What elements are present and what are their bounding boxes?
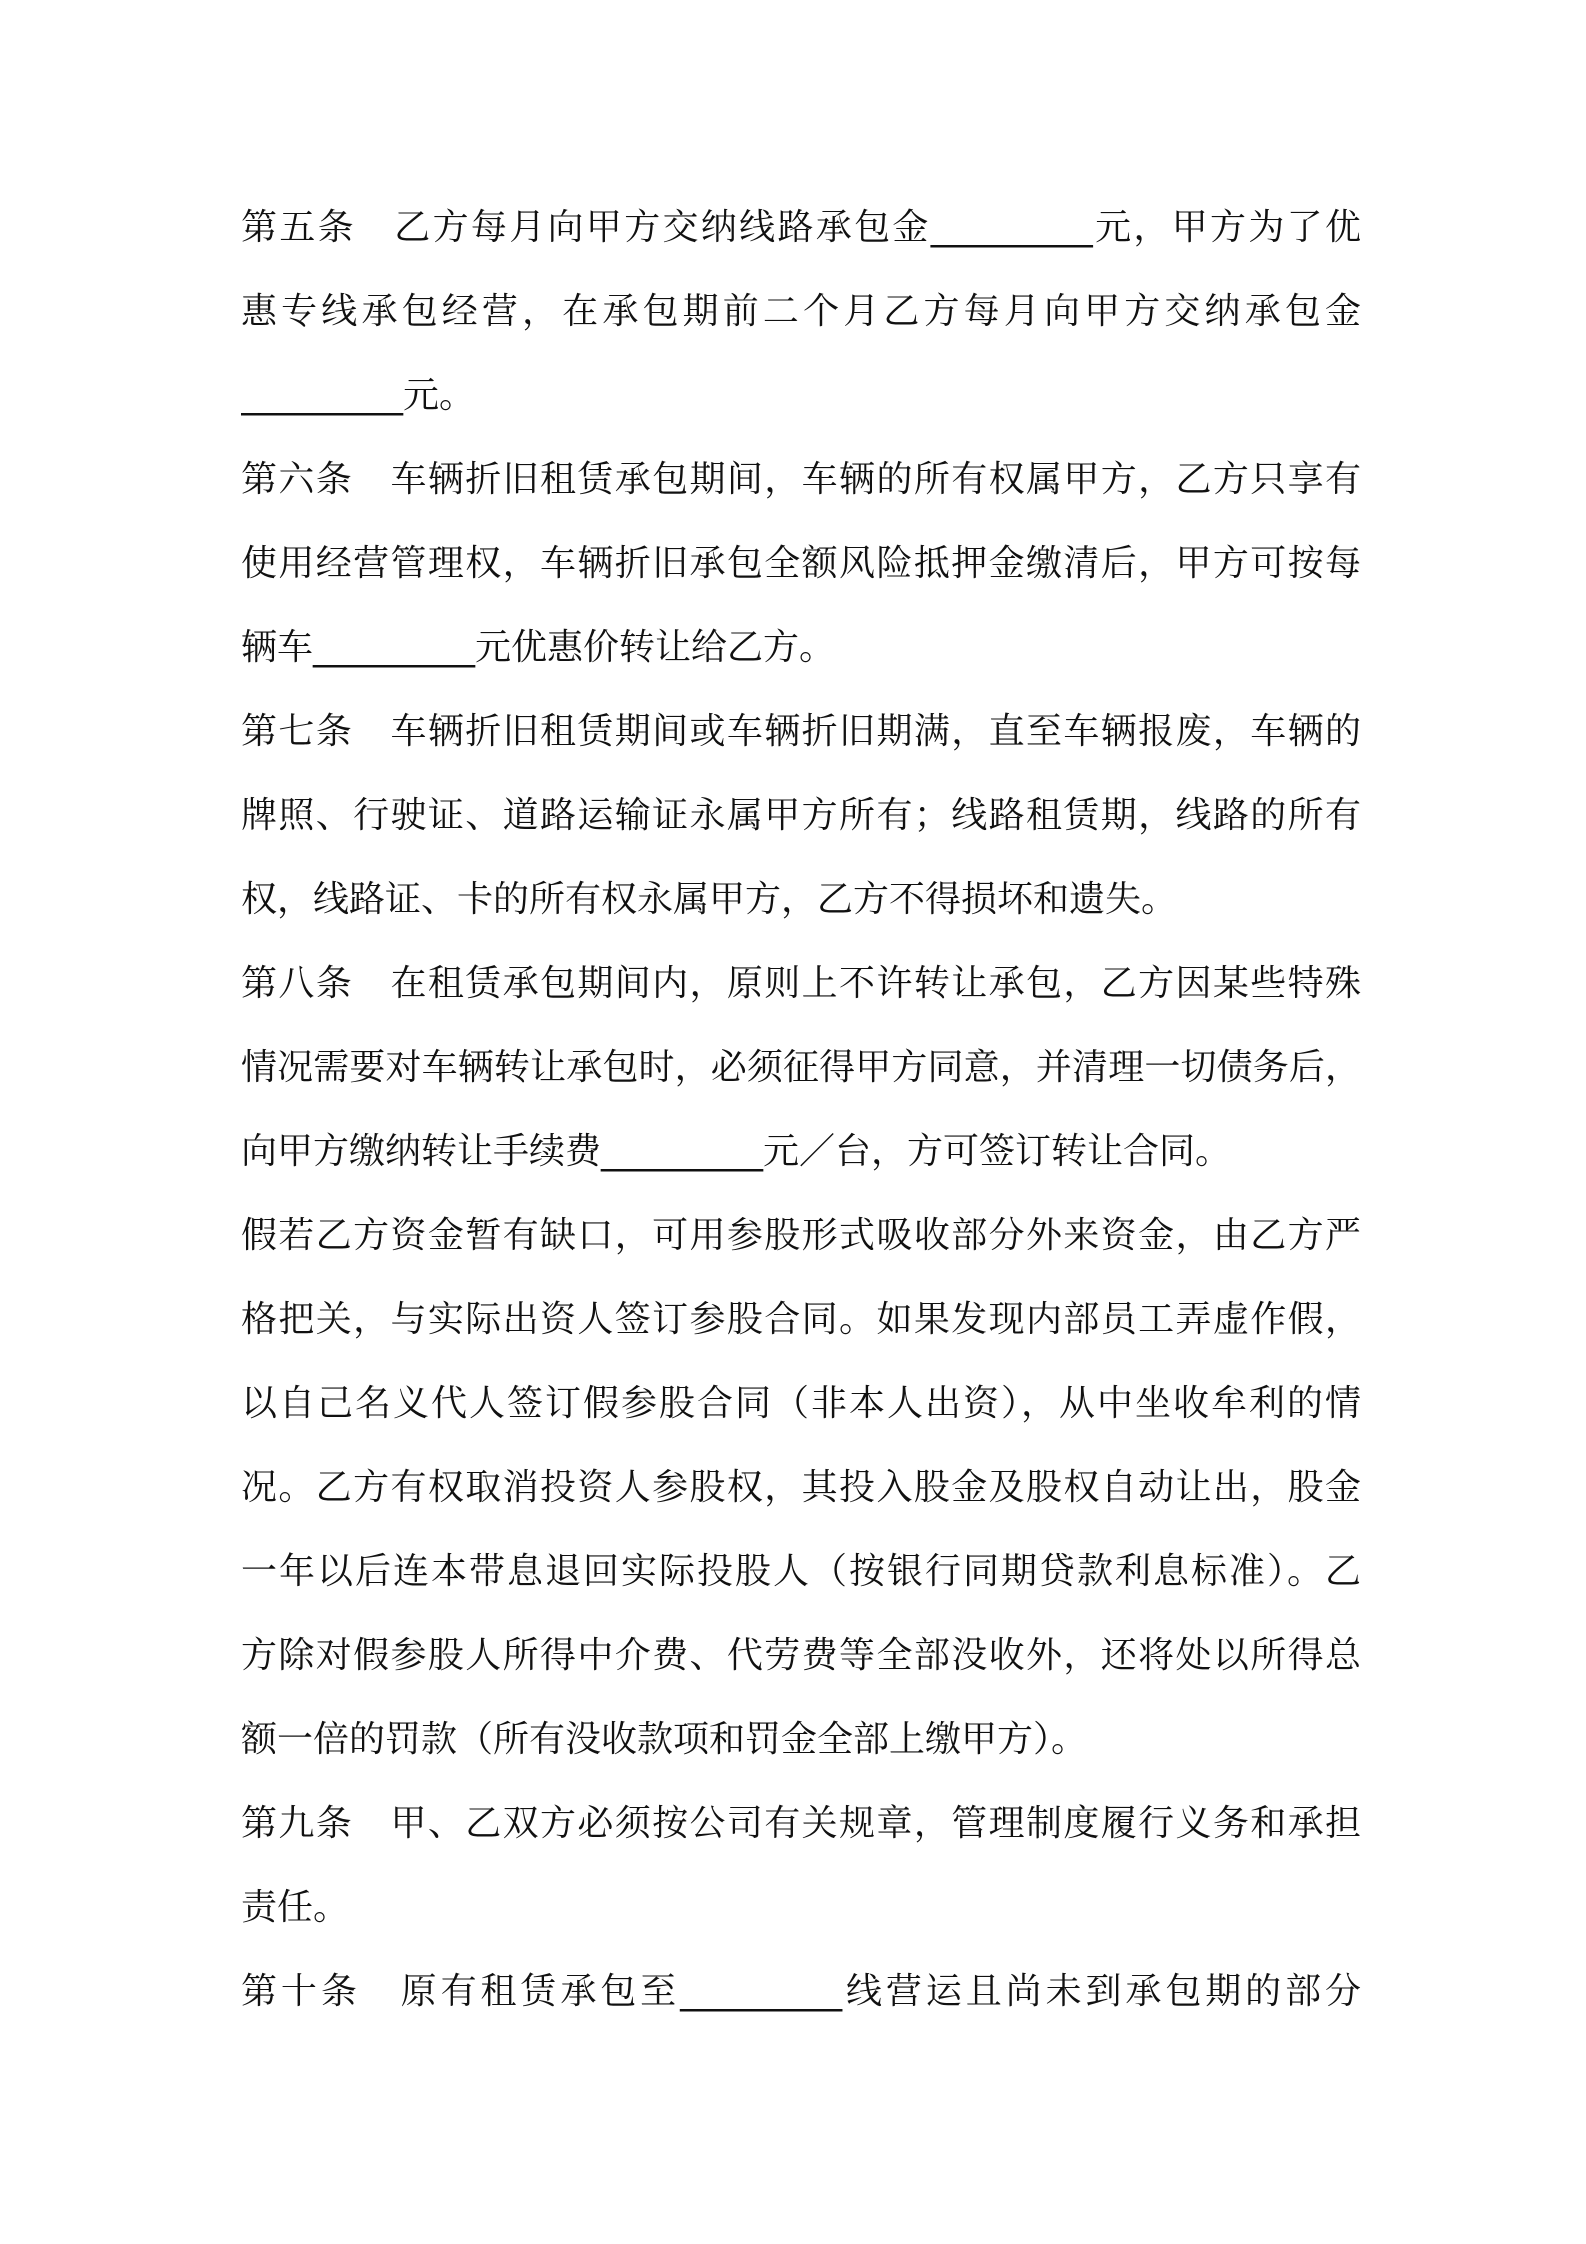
- text-line: 方除对假参股人所得中介费、代劳费等全部没收外，还将处以所得总: [241, 1635, 1361, 1676]
- text-line: 权，线路证、卡的所有权永属甲方，乙方不得损坏和遗失。: [241, 879, 1178, 920]
- document-page: [241, 196, 1361, 2044]
- text-line: 情况需要对车辆转让承包时，必须征得甲方同意，并清理一切债务后，: [241, 1047, 1361, 1088]
- text-line: 况。乙方有权取消投资人参股权，其投入股金及股权自动让出，股金: [241, 1467, 1361, 1508]
- text-line: 第六条 车辆折旧租赁承包期间，车辆的所有权属甲方，乙方只享有: [241, 459, 1361, 500]
- text-line: 牌照、行驶证、道路运输证永属甲方所有；线路租赁期，线路的所有: [241, 795, 1361, 836]
- text-line: 一年以后连本带息退回实际投股人（按银行同期贷款利息标准）。乙: [241, 1551, 1361, 1592]
- text-line: 惠专线承包经营，在承包期前二个月乙方每月向甲方交纳承包金: [241, 291, 1361, 332]
- text-line: 第九条 甲、乙双方必须按公司有关规章，管理制度履行义务和承担: [241, 1803, 1361, 1844]
- text-line: 以自己名义代人签订假参股合同（非本人出资），从中坐收牟利的情: [241, 1383, 1361, 1424]
- text-line: 使用经营管理权，车辆折旧承包全额风险抵押金缴清后，甲方可按每: [241, 543, 1361, 584]
- text-line: 假若乙方资金暂有缺口，可用参股形式吸收部分外来资金，由乙方严: [241, 1215, 1361, 1256]
- text-line: 第十条 原有租赁承包至_________线营运且尚未到承包期的部分: [241, 1971, 1361, 2012]
- text-line: 第七条 车辆折旧租赁期间或车辆折旧期满，直至车辆报废，车辆的: [241, 711, 1361, 752]
- text-line: 辆车_________元优惠价转让给乙方。: [241, 627, 836, 668]
- text-line: 额一倍的罚款（所有没收款项和罚金全部上缴甲方）。: [241, 1719, 1088, 1760]
- text-line: 第八条 在租赁承包期间内，原则上不许转让承包，乙方因某些特殊: [241, 963, 1361, 1004]
- text-line: 格把关，与实际出资人签订参股合同。如果发现内部员工弄虚作假，: [241, 1299, 1361, 1340]
- text-line: _________元。: [241, 375, 476, 416]
- text-line: 责任。: [241, 1887, 350, 1928]
- text-line: 第五条 乙方每月向甲方交纳线路承包金_________元，甲方为了优: [241, 207, 1361, 248]
- text-line: 向甲方缴纳转让手续费_________元／台，方可签订转让合同。: [241, 1131, 1232, 1172]
